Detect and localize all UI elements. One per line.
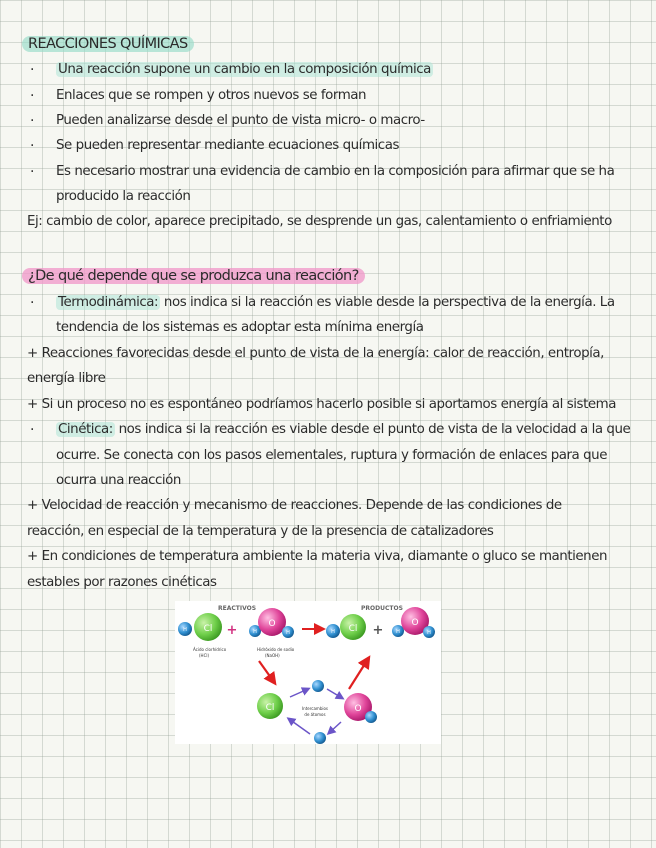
cl-symbol: Cl <box>348 624 358 634</box>
thermo-line-1 <box>56 294 615 312</box>
section-title-text: ¿De qué depende que se produzca una reacción? <box>22 268 365 284</box>
bullet-item: Se pueden representar mediante ecuaciones químicas <box>56 138 400 153</box>
exchange-arrow <box>290 689 308 697</box>
reaction-diagram-svg <box>175 601 441 744</box>
thermo-text: nos indica si la reacción es viable desde la perspectiva de la energía. La <box>160 295 615 310</box>
reaction-diagram <box>175 601 441 744</box>
plus-line-1a: + Reacciones favorecidas desde el punto de vista de la energía: calor de reacción, entropía, <box>27 346 604 361</box>
productos-label: PRODUCTOS <box>361 605 403 612</box>
exchange-label: de átomos <box>304 712 326 717</box>
bullet-item: Pueden analizarse desde el punto de vista micro- o macro- <box>56 113 425 128</box>
o-symbol: O <box>354 704 362 714</box>
hydrogen-atom <box>312 680 324 692</box>
plus-line-2: + Si un proceso no es espontáneo podríamos hacerlo posible si aportamos energía al sistema <box>27 397 617 412</box>
bullet-dot: · <box>30 113 35 129</box>
o-symbol: O <box>268 619 276 629</box>
acid-label: Ácido clorhídrico <box>193 647 227 652</box>
h-symbol: H <box>396 629 400 635</box>
page-title <box>22 35 194 53</box>
kinetic-text: nos indica si la reacción es viable desde el punto de vista de la velocidad a la que <box>114 422 631 437</box>
kinetic-line-1 <box>56 421 630 439</box>
bullet-dot: · <box>30 295 35 311</box>
plus-line-3a: + Velocidad de reacción y mecanismo de reacciones. Depende de las condiciones de <box>27 498 562 513</box>
thermo-line-2: tendencia de los sistemas es adoptar esta mínima energía <box>56 320 424 335</box>
reaction-arrow <box>349 659 368 689</box>
cl-symbol: Cl <box>203 624 213 634</box>
acid-formula: (HCl) <box>199 653 210 658</box>
thermo-term: Termodinámica: <box>58 295 159 310</box>
kinetic-term: Cinética: <box>58 422 113 437</box>
reactivos-label: REACTIVOS <box>218 605 257 612</box>
base-formula: (NaOH) <box>265 653 280 658</box>
cl-symbol: Cl <box>265 703 275 713</box>
o-symbol: O <box>411 618 419 628</box>
h-symbol: H <box>427 630 431 636</box>
section-title <box>22 267 365 285</box>
plus-line-4b: estables por razones cinéticas <box>27 575 217 590</box>
exchange-arrow <box>329 722 341 733</box>
bullet-item <box>56 61 433 79</box>
base-label: Hidróxido de sodio <box>257 647 295 652</box>
page-title-text: REACCIONES QUÍMICAS <box>22 36 194 52</box>
reaction-arrow <box>259 661 274 682</box>
bullet-dot: · <box>30 62 35 78</box>
hydrogen-atom <box>314 732 326 744</box>
h-symbol: H <box>286 630 290 636</box>
kinetic-line-3: ocurra una reacción <box>56 473 181 488</box>
h-symbol: H <box>183 627 187 633</box>
bullet-text: Una reacción supone un cambio en la composición química <box>58 62 431 77</box>
bullet-item-continuation: producido la reacción <box>56 189 191 204</box>
hydrogen-atom <box>365 711 377 723</box>
bullet-dot: · <box>30 422 35 438</box>
kinetic-line-2: ocurre. Se conecta con los pasos elementales, ruptura y formación de enlaces para que <box>56 448 607 463</box>
plus-line-1b: energía libre <box>27 371 106 386</box>
exchange-arrow <box>289 719 310 734</box>
plus-sign: + <box>226 623 238 638</box>
h-symbol: H <box>253 629 257 635</box>
bullet-item: Enlaces que se rompen y otros nuevos se forman <box>56 88 367 103</box>
bullet-dot: · <box>30 88 35 104</box>
bullet-item: Es necesario mostrar una evidencia de cambio en la composición para afirmar que se ha <box>56 164 615 179</box>
plus-sign: + <box>372 623 384 638</box>
exchange-arrow <box>327 689 342 698</box>
plus-line-3b: reacción, en especial de la temperatura y de la presencia de catalizadores <box>27 524 494 539</box>
bullet-dot: · <box>30 164 35 180</box>
plus-line-4a: + En condiciones de temperatura ambiente la materia viva, diamante o gluco se mantienen <box>27 549 608 564</box>
h-symbol: H <box>331 629 335 635</box>
example-line: Ej: cambio de color, aparece precipitado, se desprende un gas, calentamiento o enfriamiento <box>27 214 612 229</box>
bullet-dot: · <box>30 138 35 154</box>
exchange-label: Intercambios <box>301 706 329 711</box>
